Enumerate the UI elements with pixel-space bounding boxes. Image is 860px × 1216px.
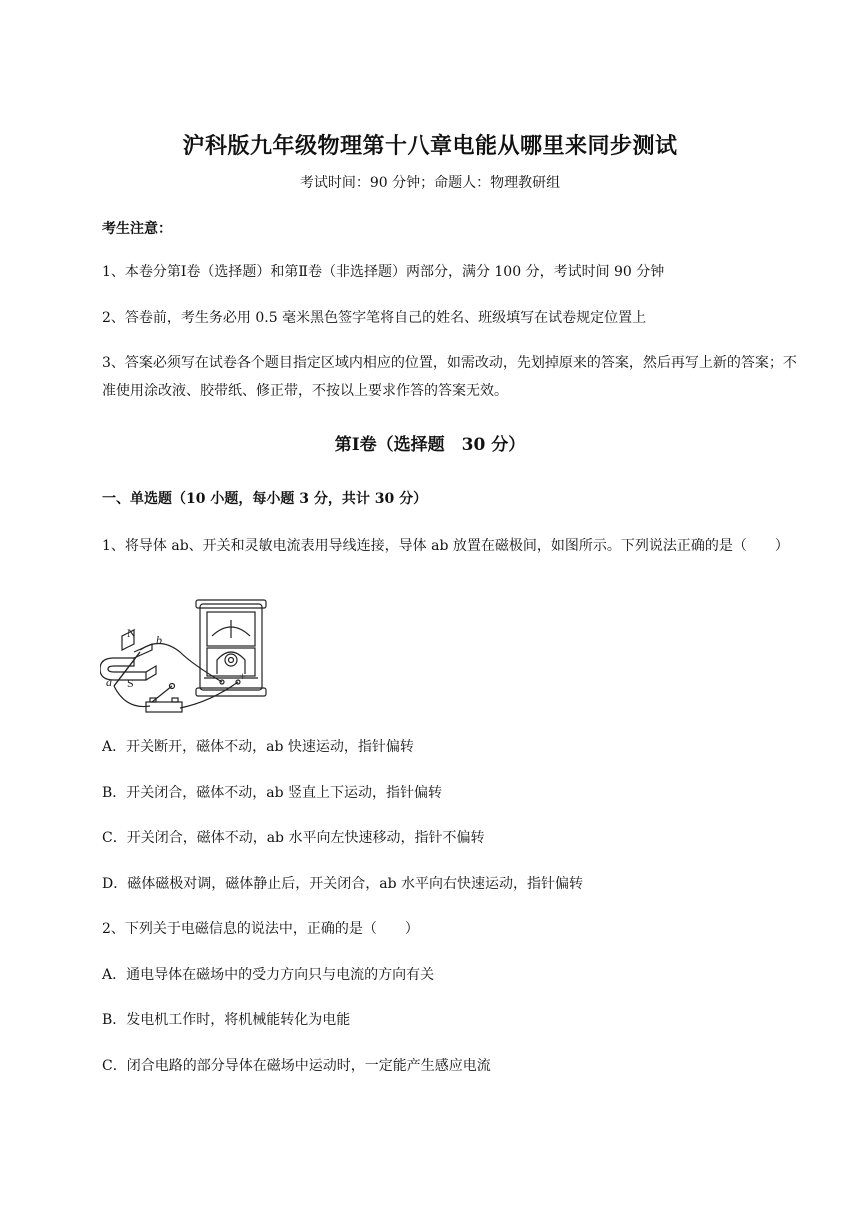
pole-s-label: S: [127, 676, 134, 690]
exam-subtitle: 考试时间：90 分钟；命题人：物理教研组: [299, 175, 561, 191]
label-a: a: [106, 675, 112, 689]
q2-option-a: A．通电导体在磁场中的受力方向只与电流的方向有关: [102, 967, 435, 983]
pole-n-label: N: [127, 626, 136, 640]
notice-item-1: 1、本卷分第Ⅰ卷（选择题）和第Ⅱ卷（非选择题）两部分，满分 100 分，考试时间 90 分钟: [102, 264, 665, 280]
q2-option-b: B．发电机工作时，将机械能转化为电能: [102, 1012, 351, 1028]
section-title: 第Ⅰ卷（选择题 30 分）: [334, 435, 526, 455]
q2-option-c: C．闭合电路的部分导体在磁场中运动时，一定能产生感应电流: [102, 1058, 491, 1074]
part-heading: 一、单选题（10 小题，每小题 3 分，共计 30 分）: [102, 491, 428, 507]
q1-option-d: D．磁体磁极对调，磁体静止后，开关闭合，ab 水平向右快速运动，指针偏转: [102, 876, 583, 892]
induction-apparatus-figure: [100, 598, 270, 720]
question-2-stem: 2、下列关于电磁信息的说法中，正确的是（ ）: [102, 921, 419, 937]
notice-item-3: 3、答案必须写在试卷各个题目指定区域内相应的位置，如需改动，先划掉原来的答案，然后再写上新的答案；不准使用涂改液、胶带纸、修正带，不按以上要求作答的答案无效。: [102, 355, 797, 399]
q1-option-c: C．开关闭合，磁体不动，ab 水平向左快速移动，指针不偏转: [102, 830, 485, 846]
notice-item-2: 2、答卷前，考生务必用 0.5 毫米黑色签字笔将自己的姓名、班级填写在试卷规定位置上: [102, 310, 647, 326]
galvanometer-case: [200, 604, 262, 690]
plus-label: +: [239, 669, 246, 683]
label-b: b: [156, 633, 162, 647]
switch: [146, 702, 182, 712]
notice-heading: 考生注意：: [102, 221, 172, 237]
question-1-stem: 1、将导体 ab、开关和灵敏电流表用导线连接，导体 ab 放置在磁极间，如图所示。下列说法正确的是（ ）: [102, 538, 789, 554]
exam-title: 沪科版九年级物理第十八章电能从哪里来同步测试: [182, 133, 678, 159]
q1-option-b: B．开关闭合，磁体不动，ab 竖直上下运动，指针偏转: [102, 785, 443, 801]
q1-option-a: A．开关断开，磁体不动，ab 快速运动，指针偏转: [102, 739, 414, 755]
